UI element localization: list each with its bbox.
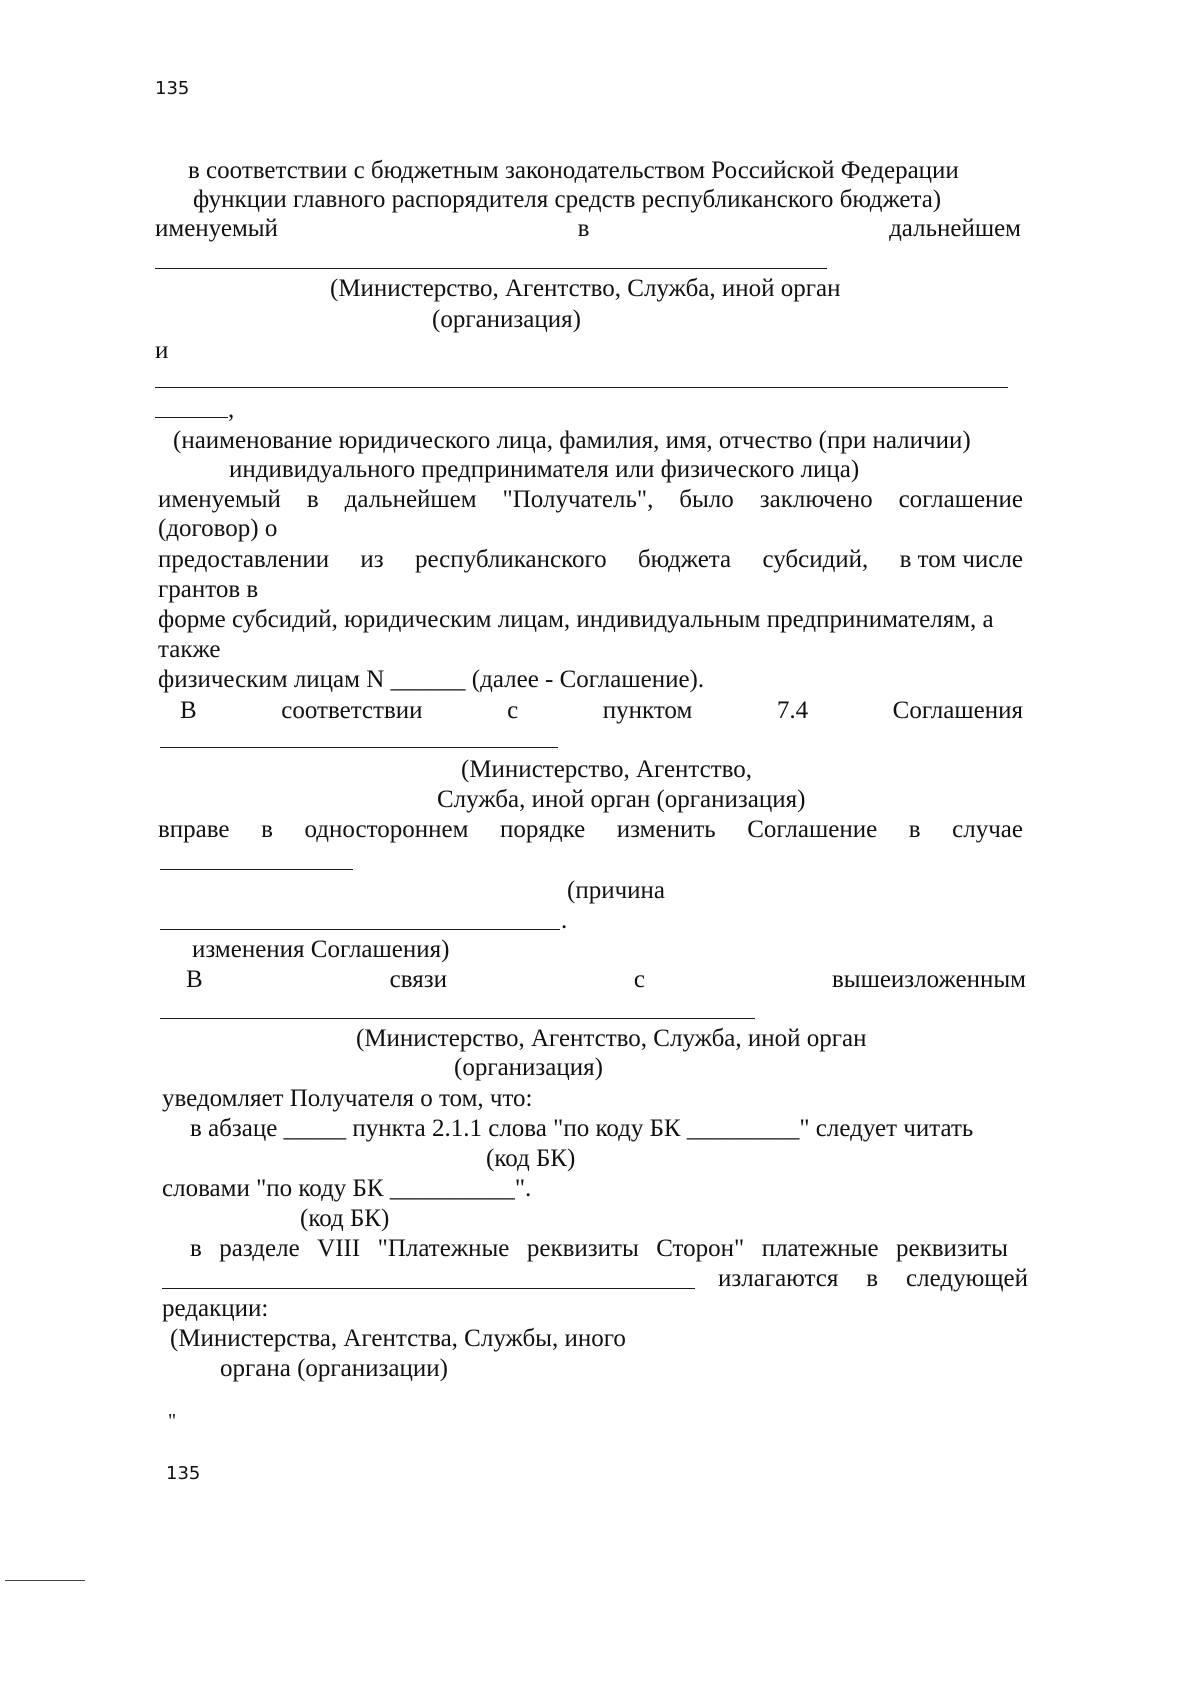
page-number-top: 135 (155, 78, 190, 99)
justified-line: излагаются в следующей (718, 1265, 1028, 1292)
blank-underline (155, 268, 827, 269)
text-line: изменения Соглашения) (192, 936, 450, 963)
text-line: Служба, иной орган (организация) (437, 786, 806, 813)
blank-underline (155, 387, 1008, 388)
text-line: также (158, 636, 221, 663)
text-line: (Министерства, Агентства, Службы, иного (170, 1325, 626, 1352)
text-line: органа (организации) (220, 1355, 448, 1382)
blank-underline (160, 929, 560, 930)
text-line: грантов в (158, 576, 259, 603)
text-line: словами "по коду БК __________". (162, 1175, 532, 1202)
justified-line: в разделе VIII "Платежные реквизиты Сторон" платежные реквизиты (190, 1235, 1008, 1262)
page-number-bottom: 135 (166, 1463, 201, 1484)
text-line: (код БК) (486, 1145, 576, 1172)
text-line: уведомляет Получателя о том, что: (162, 1085, 533, 1112)
blank-underline (160, 869, 353, 870)
text-line: (организация) (432, 306, 581, 333)
text-line: (причина (567, 877, 666, 904)
blank-underline (160, 1018, 755, 1019)
text-line: (Министерство, Агентство, Служба, иной орган (330, 275, 841, 302)
text-line: в соответствии с бюджетным законодательством Российской Федерации (188, 157, 959, 184)
blank-underline (162, 1288, 695, 1289)
text-line: форме субсидий, юридическим лицам, индивидуальным предпринимателям, а (158, 606, 994, 633)
text-line: (организация) (454, 1054, 603, 1081)
closing-quote: " (168, 1410, 177, 1432)
justified-line: В соответствии с пунктом 7.4 Соглашения (180, 697, 1023, 724)
blank-underline (155, 417, 228, 418)
text-line: (Министерство, Агентство, (461, 756, 753, 783)
text-line: индивидуального предпринимателя или физического лица) (229, 456, 860, 483)
text-line: физическим лицам N ______ (далее - Соглашение). (158, 666, 705, 693)
justified-line: именуемый в дальнейшем (155, 215, 1021, 242)
text-line: и (155, 337, 169, 364)
text-line: (договор) о (158, 515, 278, 542)
justified-line: предоставлении из республиканского бюджета субсидий, в том числе (158, 546, 1023, 573)
justified-line: вправе в одностороннем порядке изменить Соглашение в случае (158, 816, 1023, 843)
text-line: (Министерство, Агентство, Служба, иной орган (356, 1025, 867, 1052)
text-line: (код БК) (300, 1205, 390, 1232)
text-line: (наименование юридического лица, фамилия, имя, отчество (при наличии) (173, 427, 971, 454)
justified-line: В связи с вышеизложенным (186, 966, 1026, 993)
text-line: . (561, 907, 568, 934)
text-line: в абзаце _____ пункта 2.1.1 слова "по коду БК _________" следует читать (190, 1115, 974, 1142)
text-line: редакции: (162, 1295, 269, 1322)
text-line: функции главного распорядителя средств республиканского бюджета) (193, 186, 942, 213)
scan-artifact-line (5, 1580, 85, 1581)
blank-underline (160, 747, 558, 748)
text-line: , (228, 396, 235, 423)
justified-line: именуемый в дальнейшем "Получатель", было заключено соглашение (158, 486, 1023, 513)
